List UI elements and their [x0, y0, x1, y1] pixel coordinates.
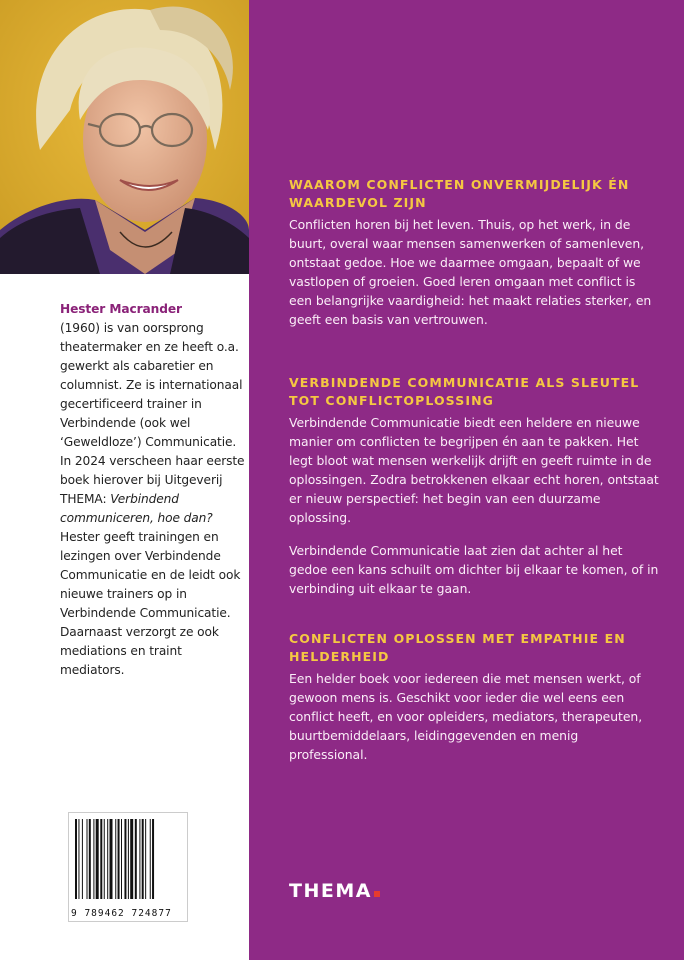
section-2-paragraph-2: Verbindende Communicatie laat zien dat achter al het gedoe een kans schuilt om dichter bij elkaar te komen, of in verbinding uit elkaar te gaan.: [289, 543, 659, 596]
barcode-bar: [150, 819, 151, 899]
section-2: [289, 374, 659, 612]
barcode-bar: [130, 819, 133, 899]
barcode-bar: [89, 819, 91, 899]
isbn-number: 9 789462 724877: [71, 908, 172, 919]
bio-text-part-2: Hester geeft trainingen en lezingen over Verbindende Communicatie en de leidt ook nieuwe trainers op in Verbindende Communicatie. Daarnaast verzorgt ze ook mediations en traint mediators.: [60, 530, 241, 677]
author-portrait-photo: [0, 0, 249, 274]
bio-text-part-1: (1960) is van oorsprong theatermaker en ze heeft o.a. gewerkt als cabaretier en columnist. Ze is internationaal gecertificeerd trainer in Verbindende (ook wel ‘Geweldloze’) Communicatie. In 2024 verscheen haar eerste boek hierover bij Uitgeverij THEMA:: [60, 321, 245, 506]
barcode-bar: [121, 819, 122, 899]
section-3-paragraph-1: Een helder boek voor iedereen die met mensen werkt, of gewoon mens is. Geschikt voor ieder die wel eens een conflict heeft, en voor opleiders, mediators, therapeuten, buurtbemiddelaars, leidinggevenden en menig professional.: [289, 671, 643, 762]
left-column: [0, 0, 249, 960]
back-cover-panel: [249, 0, 684, 960]
author-name: Hester Macrander: [60, 302, 182, 316]
barcode-bar: [142, 819, 144, 899]
barcode-bar: [87, 819, 88, 899]
section-3: [289, 630, 659, 778]
barcode-bar: [82, 819, 83, 899]
barcode-bar: [107, 819, 108, 899]
author-photo: [0, 0, 249, 274]
barcode-bar: [78, 819, 79, 899]
barcode-bar: [100, 819, 102, 899]
barcode-bar: [128, 819, 129, 899]
section-1: [289, 176, 659, 343]
isbn-barcode: [68, 812, 188, 922]
barcode-bar: [104, 819, 105, 899]
section-3-heading: CONFLICTEN OPLOSSEN MET EMPATHIE EN HELDERHEID: [289, 631, 626, 664]
barcode-bar: [75, 819, 77, 899]
publisher-logo-text: THEMA: [289, 880, 372, 902]
barcode-bar: [135, 819, 137, 899]
barcode-bar: [115, 819, 116, 899]
book-title: Verbindend communiceren, hoe dan?: [60, 492, 213, 525]
barcode-bar: [139, 819, 140, 899]
barcode-bar: [118, 819, 120, 899]
barcode-bar: [124, 819, 126, 899]
barcode-bars: [75, 819, 181, 899]
barcode-bar: [145, 819, 146, 899]
section-2-paragraph-1: Verbindende Communicatie biedt een heldere en nieuwe manier om conflicten te begrijpen én aan te pakken. Het legt bloot wat mensen werkelijk drijft en geeft ruimte in de oplossingen. Zodra betrokkenen elkaar echt horen, ontstaat er nieuw perspectief: het begin van een duurzame oplossing.: [289, 415, 659, 525]
section-1-paragraph-1: Conflicten horen bij het leven. Thuis, op het werk, in de buurt, overal waar mensen samenwerken of samenleven, ontstaat gedoe. Hoe we daarmee omgaan, bepaalt of we vastlopen of groeien. Goed leren omgaan met conflict is een belangrijke vaardigheid: het maakt relaties sterker, en geeft een basis van vertrouwen.: [289, 217, 652, 327]
barcode-bar: [96, 819, 99, 899]
publisher-logo: [289, 880, 380, 902]
barcode-bar: [110, 819, 113, 899]
logo-dot-icon: [374, 891, 380, 897]
section-1-heading: WAAROM CONFLICTEN ONVERMIJDELIJK ÉN WAARDEVOL ZIJN: [289, 177, 630, 210]
barcode-bar: [152, 819, 154, 899]
section-2-heading: VERBINDENDE COMMUNICATIE ALS SLEUTEL TOT CONFLICTOPLOSSING: [289, 375, 640, 408]
barcode-bar: [93, 819, 94, 899]
author-bio: [60, 300, 246, 680]
